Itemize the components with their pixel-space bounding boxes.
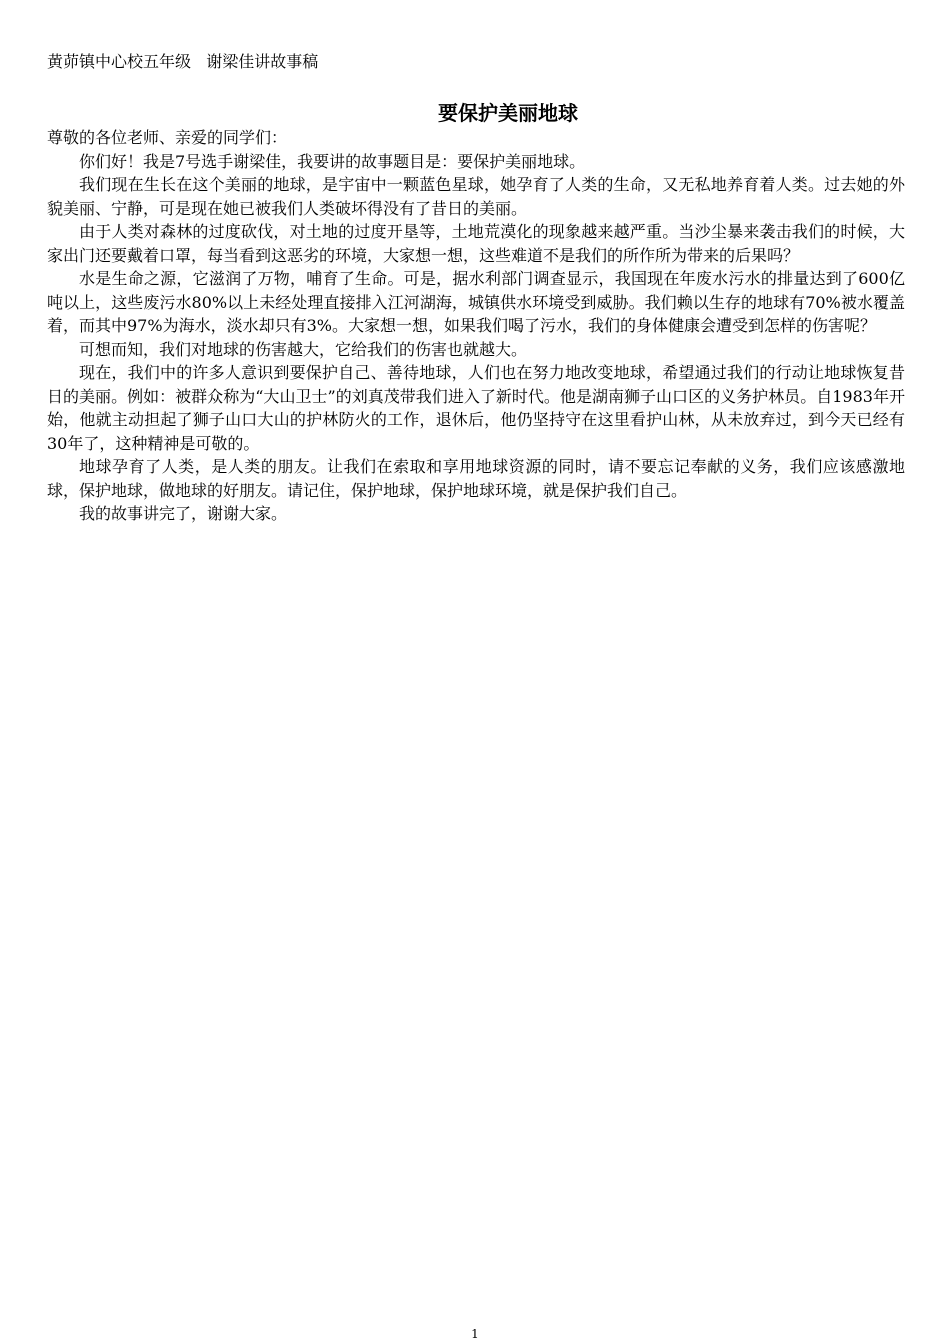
paragraph-5: 可想而知，我们对地球的伤害越大，它给我们的伤害也就越大。 [79, 339, 528, 359]
page-title: 要保护美丽地球 [438, 101, 578, 125]
document-header: 黄茆镇中心校五年级 谢梁佳讲故事稿 [47, 52, 319, 71]
paragraph-4: 水是生命之源，它滋润了万物，哺育了生命。可是，据水利部门调查显示，我国现在年废水污水的排量达到了600亿吨以上，这些废污水80%以上未经处理直接排入江河湖海，城镇供水环境受到威胁。我们赖以生存的地球有70%被水覆盖着，而其中97%为海水，淡水却只有3%。大家想一想，如果我们喝了污水，我们的身体健康会遭受到怎样的伤害呢？ [47, 269, 905, 335]
page-number: 1 [471, 1327, 479, 1341]
paragraph-8: 我的故事讲完了，谢谢大家。 [79, 504, 288, 523]
paragraph-3: 由于人类对森林的过度砍伐，对土地的过度开垦等，土地荒漠化的现象越来越严重。当沙尘暴来袭击我们的时候，大家出门还要戴着口罩，每当看到这恶劣的环境，大家想一想，这些难道不是我们的所作所为带来的后果吗？ [47, 222, 905, 265]
paragraph-2: 我们现在生长在这个美丽的地球，是宇宙中一颗蓝色星球，她孕育了人类的生命，又无私地养育着人类。过去她的外貌美丽、宁静，可是现在她已被我们人类破坏得没有了昔日的美丽。 [47, 175, 905, 218]
paragraph-6: 现在，我们中的许多人意识到要保护自己、善待地球，人们也在努力地改变地球，希望通过我们的行动让地球恢复昔日的美丽。例如：被群众称为“大山卫士”的刘真茂带我们进入了新时代。他是湖南狮子山口区的义务护林员。自1983年开始，他就主动担起了狮子山口大山的护林防火的工作，退休后，他仍坚持守在这里看护山林，从未放弃过，到今天已经有30年了，这种精神是可敬的。 [47, 363, 905, 453]
document-body [47, 126, 905, 526]
salutation: 尊敬的各位老师、亲爱的同学们： [47, 128, 288, 147]
paragraph-7: 地球孕育了人类，是人类的朋友。让我们在索取和享用地球资源的同时，请不要忘记奉献的义务，我们应该感激地球，保护地球，做地球的好朋友。请记住，保护地球，保护地球环境，就是保护我们自己。 [47, 457, 905, 500]
paragraph-1: 你们好！我是7号选手谢梁佳，我要讲的故事题目是：要保护美丽地球。 [79, 151, 586, 171]
